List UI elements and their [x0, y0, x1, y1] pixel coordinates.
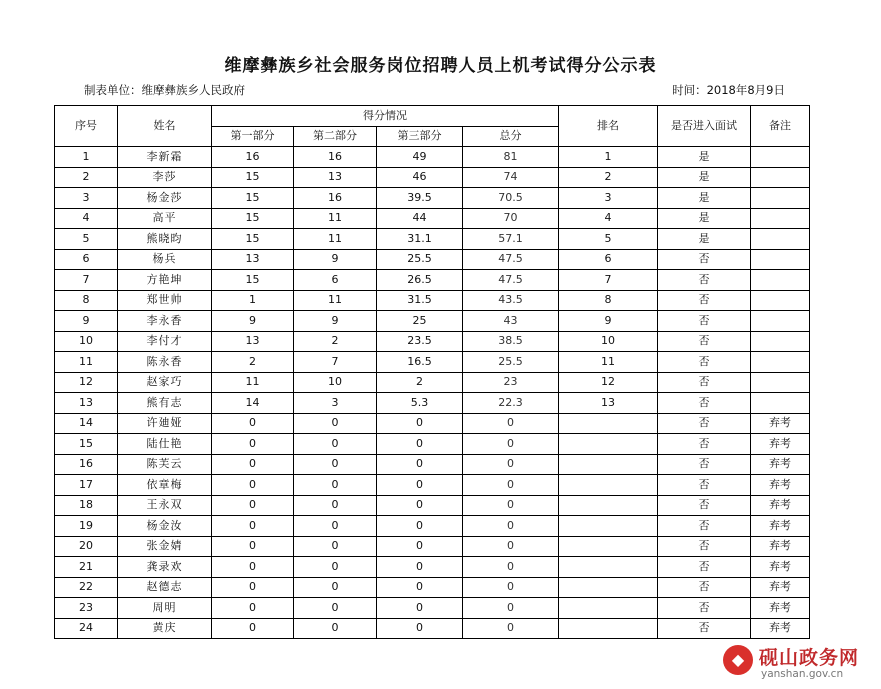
- cell-name: 李付才: [118, 331, 212, 352]
- cell-interview: 否: [658, 270, 751, 291]
- cell-name: 依章梅: [118, 475, 212, 496]
- cell-part1: 15: [212, 208, 294, 229]
- cell-total: 0: [463, 475, 559, 496]
- cell-seq: 20: [55, 536, 118, 557]
- cell-interview: 是: [658, 229, 751, 250]
- cell-interview: 否: [658, 618, 751, 639]
- cell-part3: 5.3: [377, 393, 463, 414]
- cell-part3: 25: [377, 311, 463, 332]
- header-row: [55, 106, 810, 127]
- cell-name: 高平: [118, 208, 212, 229]
- cell-interview: 是: [658, 167, 751, 188]
- cell-name: 郑世帅: [118, 290, 212, 311]
- header-score-group: 得分情况: [212, 106, 559, 127]
- score-table-body: [55, 106, 810, 639]
- table-row: [55, 495, 810, 516]
- cell-rank: 4: [559, 208, 658, 229]
- table-row: [55, 475, 810, 496]
- cell-part3: 49: [377, 147, 463, 168]
- site-logo-icon: ◆: [723, 645, 753, 675]
- cell-seq: 19: [55, 516, 118, 537]
- cell-total: 81: [463, 147, 559, 168]
- cell-rank: 12: [559, 372, 658, 393]
- cell-part3: 31.1: [377, 229, 463, 250]
- cell-name: 杨兵: [118, 249, 212, 270]
- cell-total: 0: [463, 434, 559, 455]
- cell-total: 0: [463, 557, 559, 578]
- cell-rank: 10: [559, 331, 658, 352]
- table-row: [55, 249, 810, 270]
- table-row: [55, 290, 810, 311]
- cell-note: [751, 208, 810, 229]
- cell-part3: 0: [377, 536, 463, 557]
- cell-total: 0: [463, 618, 559, 639]
- cell-part2: 0: [294, 413, 377, 434]
- cell-interview: 否: [658, 454, 751, 475]
- cell-part2: 7: [294, 352, 377, 373]
- cell-name: 熊有志: [118, 393, 212, 414]
- cell-part3: 31.5: [377, 290, 463, 311]
- table-row: [55, 413, 810, 434]
- issue-date: 时间：2018年8月9日: [672, 83, 785, 97]
- cell-rank: [559, 516, 658, 537]
- cell-part3: 46: [377, 167, 463, 188]
- cell-seq: 6: [55, 249, 118, 270]
- cell-note: 弃考: [751, 413, 810, 434]
- cell-interview: 是: [658, 208, 751, 229]
- cell-part1: 0: [212, 475, 294, 496]
- cell-part2: 0: [294, 434, 377, 455]
- cell-note: [751, 331, 810, 352]
- page-title: 维摩彝族乡社会服务岗位招聘人员上机考试得分公示表: [224, 56, 657, 76]
- table-row: [55, 454, 810, 475]
- cell-name: 杨金汝: [118, 516, 212, 537]
- header-part1: 第一部分: [212, 126, 294, 147]
- cell-rank: [559, 454, 658, 475]
- cell-part2: 0: [294, 536, 377, 557]
- cell-part3: 0: [377, 454, 463, 475]
- cell-rank: 1: [559, 147, 658, 168]
- cell-total: 0: [463, 577, 559, 598]
- cell-total: 47.5: [463, 270, 559, 291]
- cell-name: 李莎: [118, 167, 212, 188]
- cell-note: [751, 249, 810, 270]
- cell-part1: 13: [212, 249, 294, 270]
- cell-interview: 否: [658, 352, 751, 373]
- header-note: 备注: [751, 106, 810, 147]
- cell-part1: 0: [212, 618, 294, 639]
- cell-rank: 3: [559, 188, 658, 209]
- cell-name: 赵德志: [118, 577, 212, 598]
- header-interview: 是否进入面试: [658, 106, 751, 147]
- cell-part2: 3: [294, 393, 377, 414]
- cell-name: 熊晓昀: [118, 229, 212, 250]
- cell-part3: 0: [377, 598, 463, 619]
- cell-total: 0: [463, 413, 559, 434]
- cell-total: 0: [463, 454, 559, 475]
- table-row: [55, 516, 810, 537]
- cell-seq: 2: [55, 167, 118, 188]
- cell-rank: [559, 536, 658, 557]
- cell-rank: 6: [559, 249, 658, 270]
- cell-part2: 16: [294, 147, 377, 168]
- header-rank: 排名: [559, 106, 658, 147]
- cell-part1: 16: [212, 147, 294, 168]
- cell-part1: 0: [212, 516, 294, 537]
- table-row: [55, 188, 810, 209]
- cell-part2: 11: [294, 290, 377, 311]
- cell-total: 70: [463, 208, 559, 229]
- cell-interview: 否: [658, 598, 751, 619]
- cell-part1: 1: [212, 290, 294, 311]
- cell-part2: 2: [294, 331, 377, 352]
- table-row: [55, 229, 810, 250]
- cell-total: 0: [463, 495, 559, 516]
- cell-interview: 是: [658, 147, 751, 168]
- header-part2: 第二部分: [294, 126, 377, 147]
- cell-name: 陈永香: [118, 352, 212, 373]
- cell-name: 赵家巧: [118, 372, 212, 393]
- cell-part2: 0: [294, 454, 377, 475]
- cell-part1: 11: [212, 372, 294, 393]
- cell-rank: [559, 598, 658, 619]
- cell-seq: 21: [55, 557, 118, 578]
- cell-seq: 3: [55, 188, 118, 209]
- table-row: [55, 536, 810, 557]
- cell-part1: 0: [212, 557, 294, 578]
- cell-interview: 否: [658, 557, 751, 578]
- cell-note: [751, 270, 810, 291]
- cell-name: 方艳坤: [118, 270, 212, 291]
- table-row: [55, 393, 810, 414]
- table-row: [55, 434, 810, 455]
- cell-interview: 否: [658, 516, 751, 537]
- cell-note: [751, 188, 810, 209]
- cell-interview: 否: [658, 434, 751, 455]
- cell-seq: 17: [55, 475, 118, 496]
- cell-total: 0: [463, 536, 559, 557]
- cell-part1: 9: [212, 311, 294, 332]
- score-table: [54, 105, 810, 639]
- cell-part3: 0: [377, 557, 463, 578]
- cell-note: [751, 229, 810, 250]
- header-seq: 序号: [55, 106, 118, 147]
- cell-part2: 9: [294, 249, 377, 270]
- cell-part1: 15: [212, 188, 294, 209]
- cell-seq: 18: [55, 495, 118, 516]
- cell-part2: 9: [294, 311, 377, 332]
- cell-seq: 12: [55, 372, 118, 393]
- table-row: [55, 618, 810, 639]
- cell-part2: 11: [294, 229, 377, 250]
- cell-total: 43: [463, 311, 559, 332]
- cell-part2: 0: [294, 577, 377, 598]
- cell-part2: 0: [294, 618, 377, 639]
- table-row: [55, 147, 810, 168]
- cell-note: [751, 147, 810, 168]
- cell-rank: [559, 475, 658, 496]
- cell-part3: 25.5: [377, 249, 463, 270]
- cell-part3: 0: [377, 475, 463, 496]
- cell-part3: 2: [377, 372, 463, 393]
- cell-part3: 0: [377, 618, 463, 639]
- table-row: [55, 331, 810, 352]
- table-row: [55, 270, 810, 291]
- cell-rank: [559, 413, 658, 434]
- watermark-name: 砚山政务网: [759, 647, 860, 669]
- cell-name: 陈芙云: [118, 454, 212, 475]
- watermark-url: yanshan.gov.cn: [761, 668, 844, 680]
- cell-rank: 13: [559, 393, 658, 414]
- site-watermark: [723, 641, 873, 683]
- cell-total: 38.5: [463, 331, 559, 352]
- issuing-unit: 制表单位：维摩彝族乡人民政府: [84, 83, 245, 97]
- cell-part2: 0: [294, 557, 377, 578]
- cell-note: 弃考: [751, 557, 810, 578]
- cell-seq: 16: [55, 454, 118, 475]
- cell-interview: 否: [658, 577, 751, 598]
- cell-part2: 10: [294, 372, 377, 393]
- cell-interview: 否: [658, 475, 751, 496]
- cell-note: [751, 393, 810, 414]
- cell-note: [751, 290, 810, 311]
- cell-seq: 22: [55, 577, 118, 598]
- cell-total: 0: [463, 516, 559, 537]
- cell-rank: [559, 557, 658, 578]
- cell-part1: 0: [212, 413, 294, 434]
- cell-name: 张金婧: [118, 536, 212, 557]
- cell-name: 许廸娅: [118, 413, 212, 434]
- cell-seq: 11: [55, 352, 118, 373]
- cell-total: 43.5: [463, 290, 559, 311]
- cell-rank: 8: [559, 290, 658, 311]
- table-row: [55, 352, 810, 373]
- cell-part2: 0: [294, 495, 377, 516]
- cell-rank: 5: [559, 229, 658, 250]
- cell-interview: 否: [658, 331, 751, 352]
- cell-part2: 0: [294, 475, 377, 496]
- cell-seq: 24: [55, 618, 118, 639]
- cell-part1: 0: [212, 598, 294, 619]
- cell-note: 弃考: [751, 475, 810, 496]
- table-row: [55, 598, 810, 619]
- cell-total: 70.5: [463, 188, 559, 209]
- cell-note: [751, 352, 810, 373]
- cell-part2: 0: [294, 598, 377, 619]
- cell-part3: 0: [377, 577, 463, 598]
- cell-rank: 11: [559, 352, 658, 373]
- cell-name: 龚录欢: [118, 557, 212, 578]
- cell-name: 杨金莎: [118, 188, 212, 209]
- cell-seq: 7: [55, 270, 118, 291]
- header-name: 姓名: [118, 106, 212, 147]
- cell-note: 弃考: [751, 516, 810, 537]
- cell-part3: 26.5: [377, 270, 463, 291]
- cell-part3: 0: [377, 413, 463, 434]
- cell-total: 23: [463, 372, 559, 393]
- cell-note: 弃考: [751, 495, 810, 516]
- cell-total: 57.1: [463, 229, 559, 250]
- cell-total: 74: [463, 167, 559, 188]
- cell-part3: 0: [377, 516, 463, 537]
- cell-interview: 是: [658, 188, 751, 209]
- cell-part2: 11: [294, 208, 377, 229]
- cell-part2: 13: [294, 167, 377, 188]
- cell-interview: 否: [658, 372, 751, 393]
- cell-seq: 14: [55, 413, 118, 434]
- cell-part2: 0: [294, 516, 377, 537]
- cell-total: 25.5: [463, 352, 559, 373]
- cell-seq: 9: [55, 311, 118, 332]
- cell-rank: 7: [559, 270, 658, 291]
- cell-part1: 2: [212, 352, 294, 373]
- cell-total: 47.5: [463, 249, 559, 270]
- table-row: [55, 577, 810, 598]
- cell-seq: 1: [55, 147, 118, 168]
- cell-note: 弃考: [751, 434, 810, 455]
- cell-name: 王永双: [118, 495, 212, 516]
- cell-part1: 0: [212, 577, 294, 598]
- cell-rank: [559, 434, 658, 455]
- cell-seq: 15: [55, 434, 118, 455]
- table-row: [55, 208, 810, 229]
- cell-interview: 否: [658, 249, 751, 270]
- cell-name: 黄庆: [118, 618, 212, 639]
- cell-rank: 9: [559, 311, 658, 332]
- cell-name: 陆仕艳: [118, 434, 212, 455]
- cell-seq: 4: [55, 208, 118, 229]
- header-part3: 第三部分: [377, 126, 463, 147]
- cell-total: 0: [463, 598, 559, 619]
- cell-note: 弃考: [751, 618, 810, 639]
- table-row: [55, 311, 810, 332]
- header-total: 总分: [463, 126, 559, 147]
- cell-name: 李新霜: [118, 147, 212, 168]
- cell-interview: 否: [658, 393, 751, 414]
- cell-part1: 14: [212, 393, 294, 414]
- cell-note: [751, 167, 810, 188]
- cell-part3: 16.5: [377, 352, 463, 373]
- cell-name: 周明: [118, 598, 212, 619]
- cell-note: 弃考: [751, 454, 810, 475]
- cell-total: 22.3: [463, 393, 559, 414]
- table-row: [55, 372, 810, 393]
- cell-note: 弃考: [751, 577, 810, 598]
- cell-seq: 10: [55, 331, 118, 352]
- cell-rank: [559, 495, 658, 516]
- cell-part3: 0: [377, 434, 463, 455]
- cell-part3: 44: [377, 208, 463, 229]
- cell-part2: 16: [294, 188, 377, 209]
- cell-part1: 0: [212, 536, 294, 557]
- cell-part3: 23.5: [377, 331, 463, 352]
- cell-part1: 15: [212, 167, 294, 188]
- cell-seq: 8: [55, 290, 118, 311]
- cell-part1: 0: [212, 454, 294, 475]
- cell-note: [751, 372, 810, 393]
- cell-note: 弃考: [751, 598, 810, 619]
- cell-interview: 否: [658, 413, 751, 434]
- cell-part3: 39.5: [377, 188, 463, 209]
- cell-interview: 否: [658, 495, 751, 516]
- cell-seq: 5: [55, 229, 118, 250]
- cell-seq: 23: [55, 598, 118, 619]
- cell-interview: 否: [658, 536, 751, 557]
- cell-interview: 否: [658, 311, 751, 332]
- table-row: [55, 167, 810, 188]
- cell-name: 李永香: [118, 311, 212, 332]
- cell-part1: 15: [212, 270, 294, 291]
- cell-note: [751, 311, 810, 332]
- cell-rank: 2: [559, 167, 658, 188]
- cell-part1: 15: [212, 229, 294, 250]
- cell-part2: 6: [294, 270, 377, 291]
- cell-part3: 0: [377, 495, 463, 516]
- table-row: [55, 557, 810, 578]
- cell-rank: [559, 577, 658, 598]
- cell-note: 弃考: [751, 536, 810, 557]
- cell-interview: 否: [658, 290, 751, 311]
- cell-part1: 0: [212, 434, 294, 455]
- cell-rank: [559, 618, 658, 639]
- cell-part1: 13: [212, 331, 294, 352]
- cell-seq: 13: [55, 393, 118, 414]
- cell-part1: 0: [212, 495, 294, 516]
